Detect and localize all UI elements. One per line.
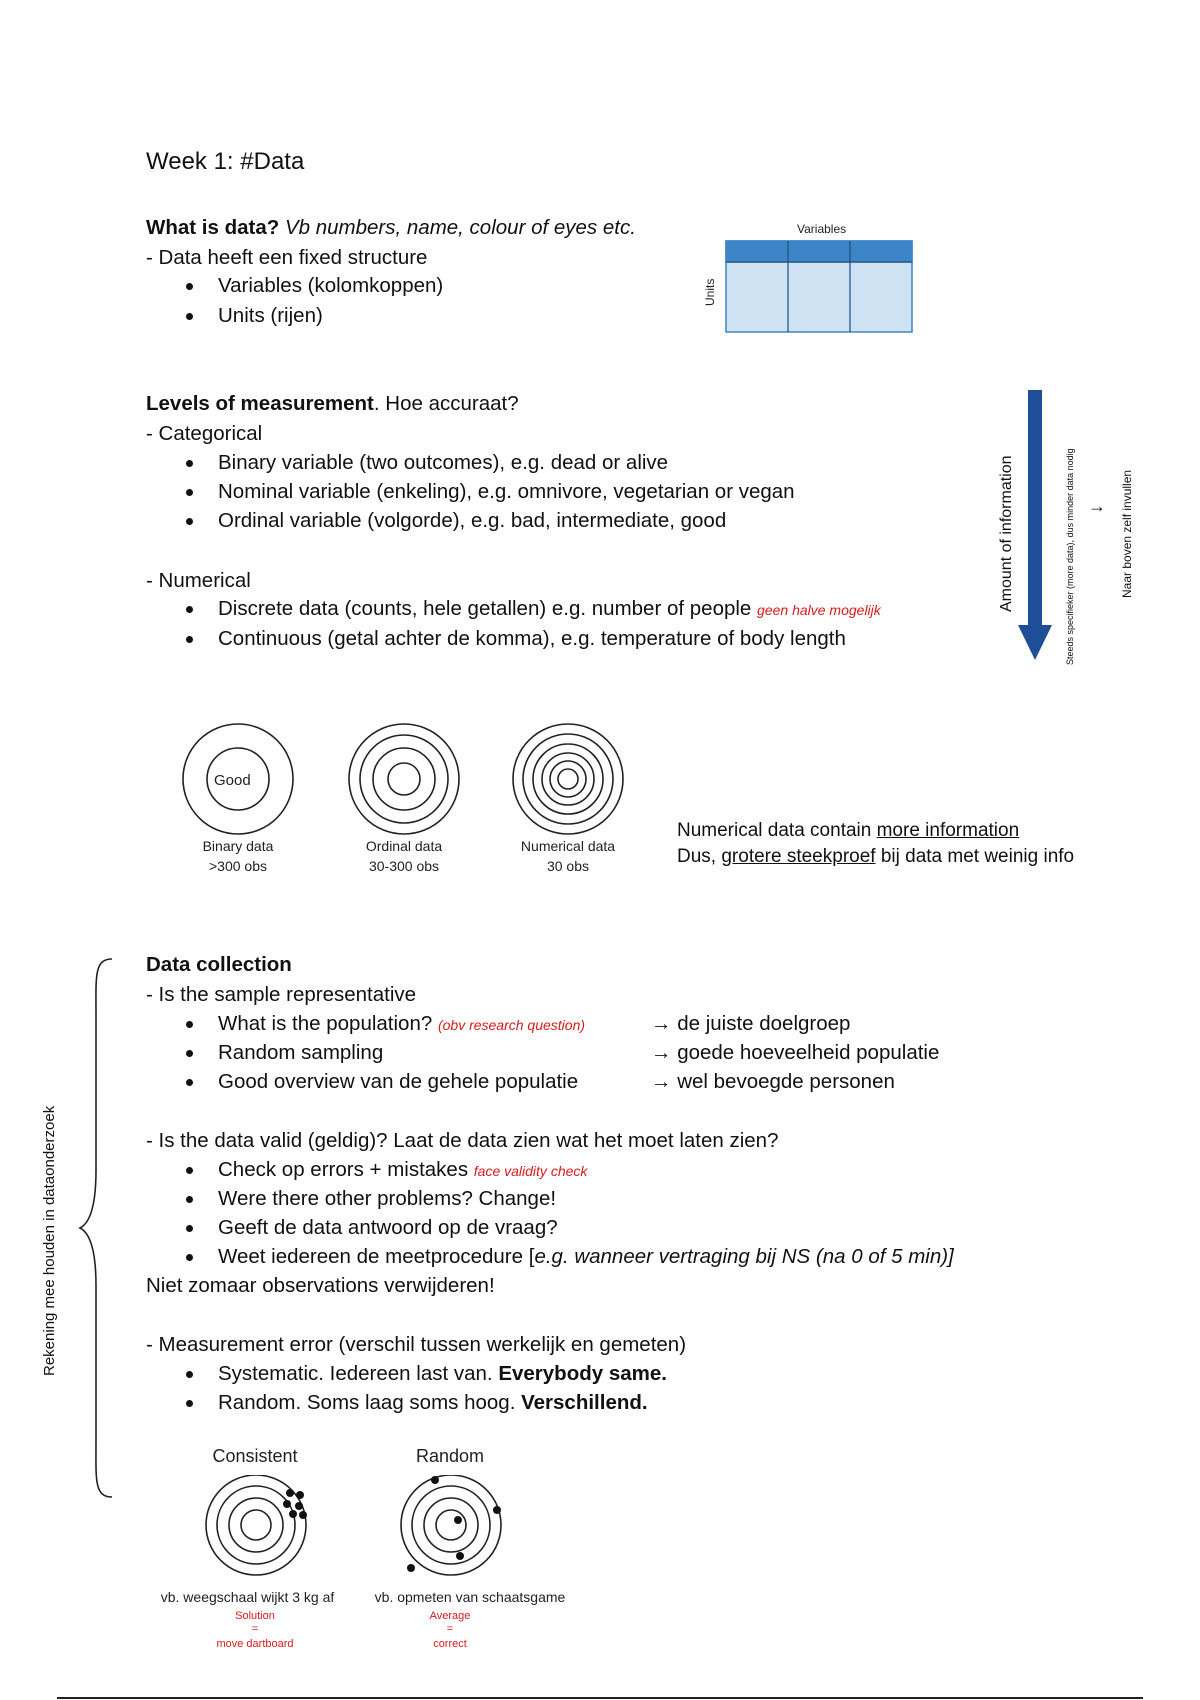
population-note: (obv research question) — [437, 1017, 586, 1033]
note-2-prefix: Dus, — [677, 846, 722, 867]
what-is-data-example: Vb numbers, name, colour of eyes etc. — [284, 216, 636, 239]
bullet-icon — [186, 1371, 193, 1378]
procedure-text: Weet iedereen de meetprocedure [ — [218, 1245, 535, 1268]
what-is-data-line — [146, 218, 636, 239]
binary-data-obs: >300 obs — [209, 858, 267, 874]
measurement-error-question: - Measurement error (verschil tussen werkelijk en gemeten) — [146, 1333, 687, 1356]
random-average-label: Average — [429, 1610, 471, 1622]
random-target — [401, 1475, 501, 1575]
binary-data-label: Binary data — [202, 838, 274, 854]
note-1-text: Numerical data contain — [677, 820, 877, 841]
targets-note-line-1 — [677, 821, 1019, 840]
curly-brace-icon — [76, 955, 121, 1500]
bullet-icon — [186, 1050, 193, 1057]
numerical-item-continuous: Continuous (getal achter de komma), e.g. temperature of body length — [218, 627, 846, 650]
information-down-arrow-icon — [1015, 385, 1055, 665]
sample-question: - Is the sample representative — [146, 983, 417, 1006]
errors-text: Check op errors + mistakes — [218, 1158, 469, 1181]
levels-line — [146, 394, 519, 415]
random-equals: = — [446, 1623, 454, 1635]
systematic-text: Systematic. Iedereen last van. — [218, 1362, 499, 1385]
random-bold: Verschillend. — [521, 1391, 648, 1414]
bullet-variables: Variables (kolomkoppen) — [218, 274, 444, 297]
bullet-icon — [186, 283, 193, 290]
brace-label: Rekening mee houden in dataonderzoek — [41, 1105, 58, 1376]
face-validity-note: face validity check — [473, 1163, 588, 1179]
population-text: What is the population? — [218, 1012, 433, 1035]
data-collection-heading: Data collection — [146, 953, 292, 976]
consistent-equals: = — [251, 1623, 259, 1635]
bullet-units: Units (rijen) — [218, 304, 323, 327]
sample-arrow-hoeveelheid: → goede hoeveelheid populatie — [651, 1041, 940, 1064]
valid-item-errors — [218, 1160, 587, 1181]
bullet-icon — [186, 489, 193, 496]
random-title: Random — [415, 1446, 485, 1466]
error-item-systematic — [218, 1364, 667, 1385]
random-correct: correct — [433, 1638, 467, 1650]
numerical-target — [513, 724, 623, 834]
consistent-move-dartboard: move dartboard — [216, 1638, 294, 1650]
levels-heading-suffix: . Hoe accuraat? — [373, 392, 519, 415]
random-caption: vb. opmeten van schaatsgame — [374, 1589, 566, 1605]
side-note-specific: Steeds specifieker (more data), dus minder data nodig — [1065, 448, 1075, 665]
consistent-title: Consistent — [212, 1446, 298, 1466]
consistent-target — [206, 1475, 307, 1575]
table-units-label: Units — [703, 278, 717, 306]
remove-observations-note: Niet zomaar observations verwijderen! — [146, 1274, 495, 1297]
random-text: Random. Soms laag soms hoog. — [218, 1391, 522, 1414]
discrete-text: Discrete data (counts, hele getallen) e.g. number of people — [218, 597, 752, 620]
page-bottom-divider — [57, 1697, 1143, 1699]
valid-question: - Is the data valid (geldig)? Laat de data zien wat het moet laten zien? — [146, 1129, 779, 1152]
numerical-data-label: Numerical data — [520, 838, 616, 854]
valid-item-problems: Were there other problems? Change! — [218, 1187, 557, 1210]
systematic-bold: Everybody same. — [498, 1362, 667, 1385]
valid-item-procedure — [218, 1247, 954, 1268]
levels-heading: Levels of measurement — [146, 392, 374, 415]
targets-note-line-2 — [677, 847, 1074, 866]
discrete-note: geen halve mogelijk — [757, 602, 881, 618]
categorical-item-nominal: Nominal variable (enkeling), e.g. omnivore, vegetarian or vegan — [218, 480, 795, 503]
ordinal-data-obs: 30-300 obs — [368, 858, 440, 874]
bullet-icon — [186, 518, 193, 525]
ordinal-target — [349, 724, 459, 834]
bullet-icon — [186, 1196, 193, 1203]
bullet-icon — [186, 1021, 193, 1028]
numerical-data-obs: 30 obs — [546, 858, 590, 874]
categorical-item-binary: Binary variable (two outcomes), e.g. dead or alive — [218, 451, 669, 474]
bullet-icon — [186, 460, 193, 467]
bullet-icon — [186, 313, 193, 320]
sample-item-population — [218, 1014, 585, 1035]
note-2-underline: grotere steekproef — [721, 846, 876, 867]
valid-item-answer: Geeft de data antwoord op de vraag? — [218, 1216, 558, 1239]
error-targets-diagram — [195, 1475, 530, 1580]
consistent-caption: vb. weegschaal wijkt 3 kg af — [160, 1589, 335, 1605]
structure-line: - Data heeft een fixed structure — [146, 246, 428, 269]
sample-item-random: Random sampling — [218, 1041, 384, 1064]
side-arrow-icon: → — [1088, 496, 1106, 516]
sample-arrow-doelgroep: → de juiste doelgroep — [651, 1012, 851, 1035]
error-item-random — [218, 1393, 648, 1414]
bullet-icon — [186, 636, 193, 643]
side-note-fill-in: Naar boven zelf invullen — [1120, 469, 1134, 598]
sample-arrow-bevoegde: → wel bevoegde personen — [651, 1070, 895, 1093]
bullet-icon — [186, 606, 193, 613]
bullet-icon — [186, 1400, 193, 1407]
amount-of-information-label: Amount of information — [998, 455, 1015, 612]
bullet-icon — [186, 1167, 193, 1174]
what-is-data-heading: What is data? — [146, 216, 280, 239]
numerical-label: - Numerical — [146, 569, 251, 592]
bullet-icon — [186, 1254, 193, 1261]
sample-item-overview: Good overview van de gehele populatie — [218, 1070, 579, 1093]
procedure-example: e.g. wanneer vertraging bij NS (na 0 of 5 min)] — [534, 1245, 954, 1268]
ordinal-data-label: Ordinal data — [365, 838, 443, 854]
page-title: Week 1: #Data — [146, 148, 305, 175]
note-2-suffix: bij data met weinig info — [875, 846, 1075, 867]
bullet-icon — [186, 1079, 193, 1086]
table-variables-label: Variables — [797, 222, 847, 236]
bullet-icon — [186, 1225, 193, 1232]
good-label: Good — [214, 772, 251, 789]
consistent-solution-label: Solution — [235, 1610, 275, 1622]
table-header-row — [726, 241, 912, 262]
categorical-label: - Categorical — [146, 422, 263, 445]
numerical-item-discrete — [218, 599, 881, 620]
categorical-item-ordinal: Ordinal variable (volgorde), e.g. bad, intermediate, good — [218, 509, 727, 532]
note-1-underline: more information — [876, 820, 1020, 841]
